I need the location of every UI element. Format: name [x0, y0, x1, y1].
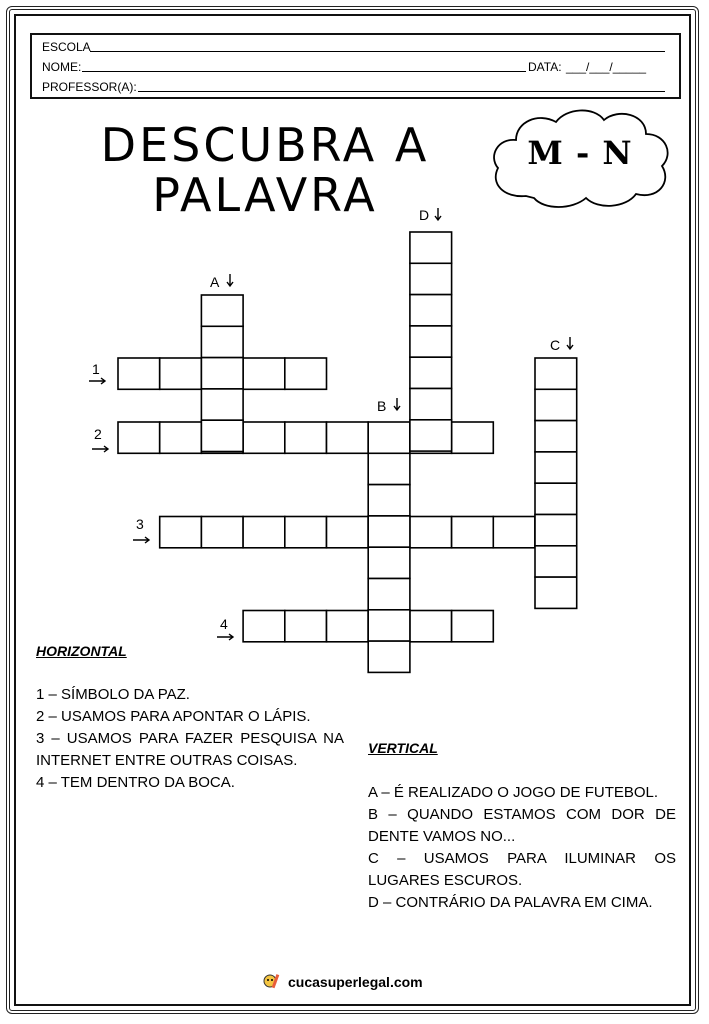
grid-cell[interactable] — [201, 389, 243, 420]
footer-site[interactable]: cucasuperlegal.com — [288, 974, 423, 990]
across-number-1: 1 — [92, 361, 100, 377]
grid-cell[interactable] — [410, 517, 452, 548]
down-letter-d: D — [419, 207, 430, 223]
grid-cell[interactable] — [118, 358, 160, 389]
grid-cell[interactable] — [368, 641, 410, 672]
across-number-4: 4 — [220, 616, 228, 632]
arrow-right-icon — [133, 537, 149, 543]
arrow-right-icon — [89, 378, 105, 384]
vertical-clue-c: C – USAMOS PARA ILUMINAR OS LUGARES ESCUROS. — [368, 850, 676, 889]
grid-cell[interactable] — [243, 611, 285, 642]
grid-cell[interactable] — [410, 389, 452, 420]
grid-cell[interactable] — [535, 452, 577, 483]
footer — [262, 972, 423, 992]
pencil-mascot-icon — [262, 972, 282, 992]
horizontal-clue-2: 2 – USAMOS PARA APONTAR O LÁPIS. — [36, 708, 311, 725]
title-line-1: DESCUBRA A — [100, 118, 430, 172]
arrow-down-icon — [394, 398, 400, 410]
arrow-right-icon — [217, 634, 233, 640]
grid-cell[interactable] — [452, 517, 494, 548]
vertical-clues — [368, 782, 676, 914]
arrow-right-icon — [92, 446, 108, 452]
horizontal-clue-3: 3 – USAMOS PARA FAZER PESQUISA NA INTERNET ENTRE OUTRAS COISAS. — [36, 730, 344, 769]
vertical-clue-b: B – QUANDO ESTAMOS COM DOR DE DENTE VAMOS NO... — [368, 806, 676, 845]
grid-cell[interactable] — [368, 579, 410, 610]
grid-cell[interactable] — [201, 517, 243, 548]
grid-cell[interactable] — [410, 295, 452, 326]
grid-cell[interactable] — [285, 611, 327, 642]
down-letter-c: C — [550, 337, 561, 353]
grid-cell[interactable] — [243, 422, 285, 453]
across-number-3: 3 — [136, 516, 144, 532]
grid-cell[interactable] — [410, 326, 452, 357]
grid-cell[interactable] — [368, 422, 410, 453]
grid-cell[interactable] — [535, 389, 577, 420]
school-label: ESCOLA — [42, 40, 91, 54]
grid-cell[interactable] — [410, 611, 452, 642]
vertical-clue-d: D – CONTRÁRIO DA PALAVRA EM CIMA. — [368, 894, 653, 911]
arrow-down-icon — [227, 274, 233, 286]
grid-cell[interactable] — [327, 611, 369, 642]
date-label: DATA: — [528, 60, 562, 74]
arrow-down-icon — [567, 337, 573, 349]
grid-cell[interactable] — [535, 515, 577, 546]
horizontal-heading: HORIZONTAL — [36, 643, 127, 659]
grid-cell[interactable] — [410, 232, 452, 263]
grid-cell[interactable] — [368, 516, 410, 547]
grid-cell[interactable] — [368, 547, 410, 578]
cloud-letters: M - N — [527, 134, 633, 172]
grid-cell[interactable] — [452, 611, 494, 642]
grid-cell[interactable] — [243, 358, 285, 389]
grid-cell[interactable] — [160, 517, 202, 548]
down-letter-a: A — [210, 274, 220, 290]
grid-cell[interactable] — [285, 422, 327, 453]
horizontal-clues — [36, 684, 344, 794]
grid-cell[interactable] — [243, 517, 285, 548]
grid-cell[interactable] — [327, 517, 369, 548]
grid-cell[interactable] — [535, 483, 577, 514]
title-line-2: PALAVRA — [152, 168, 378, 222]
grid-cell[interactable] — [368, 485, 410, 516]
grid-cell[interactable] — [535, 577, 577, 608]
vertical-heading: VERTICAL — [368, 740, 438, 756]
grid-cell[interactable] — [410, 357, 452, 388]
grid-cell[interactable] — [285, 358, 327, 389]
grid-cell[interactable] — [327, 422, 369, 453]
grid-cell[interactable] — [535, 358, 577, 389]
grid-cell[interactable] — [285, 517, 327, 548]
arrow-down-icon — [435, 208, 441, 220]
grid-cell[interactable] — [368, 453, 410, 484]
name-label: NOME: — [42, 60, 82, 74]
grid-cell[interactable] — [201, 295, 243, 326]
grid-cell[interactable] — [452, 422, 494, 453]
grid-cell[interactable] — [410, 263, 452, 294]
across-number-2: 2 — [94, 426, 102, 442]
grid-cell[interactable] — [160, 358, 202, 389]
teacher-label: PROFESSOR(A): — [42, 80, 137, 94]
horizontal-clue-4: 4 – TEM DENTRO DA BOCA. — [36, 774, 235, 791]
grid-cell[interactable] — [201, 420, 243, 451]
grid-cell[interactable] — [368, 610, 410, 641]
grid-cell[interactable] — [160, 422, 202, 453]
grid-cell[interactable] — [201, 326, 243, 357]
horizontal-clue-1: 1 – SÍMBOLO DA PAZ. — [36, 686, 190, 703]
grid-cell[interactable] — [201, 358, 243, 389]
down-letter-b: B — [377, 398, 387, 414]
grid-cell[interactable] — [118, 422, 160, 453]
grid-cell[interactable] — [535, 546, 577, 577]
grid-cell[interactable] — [535, 421, 577, 452]
grid-cell[interactable] — [410, 420, 452, 451]
date-field[interactable]: ___/___/_____ — [566, 60, 647, 74]
vertical-clue-a: A – É REALIZADO O JOGO DE FUTEBOL. — [368, 784, 659, 801]
grid-cell[interactable] — [493, 517, 535, 548]
